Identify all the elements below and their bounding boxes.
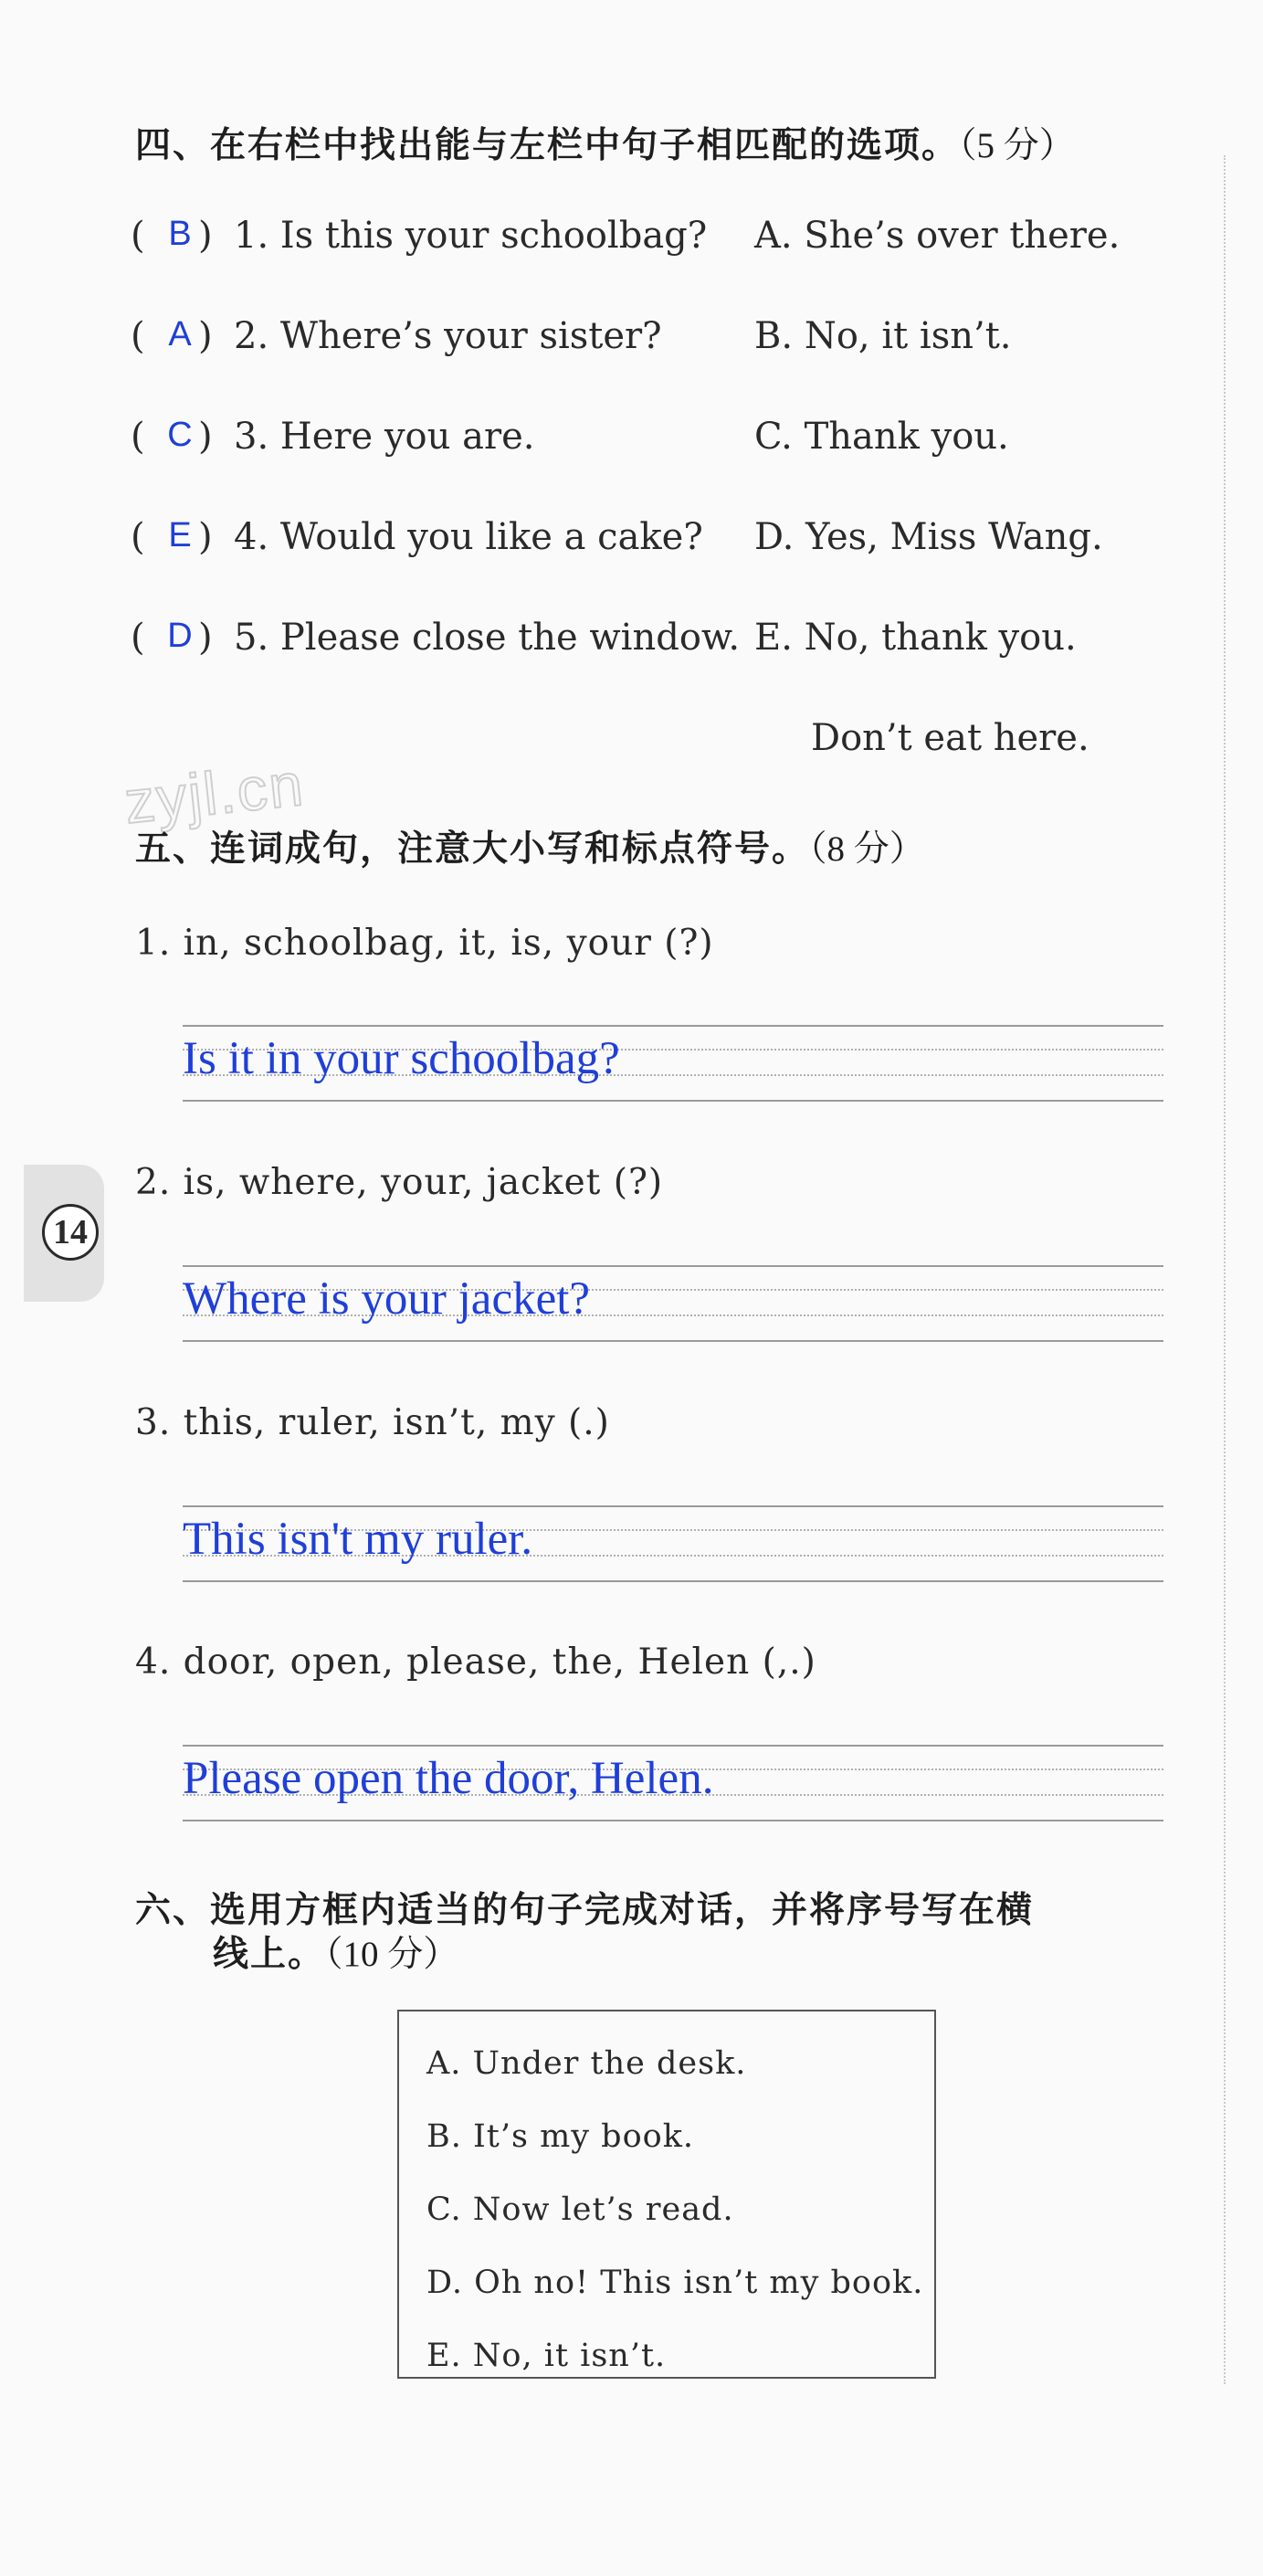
paren-right: ): [198, 215, 213, 257]
match-question: 4. Would you like a cake?: [234, 516, 703, 558]
paren-right: ): [198, 617, 213, 659]
match-option: B. No, it isn’t.: [754, 315, 1012, 357]
reorder-answer: Where is your jacket?: [183, 1273, 591, 1325]
match-option: D. Yes, Miss Wang.: [754, 516, 1103, 558]
section5-points: （8 分）: [809, 829, 925, 869]
box-sentence: B. It’s my book.: [426, 2118, 695, 2155]
box-sentence: D. Oh no! This isn’t my book.: [426, 2265, 924, 2301]
reorder-answer: Is it in your schoolbag?: [183, 1033, 620, 1084]
sentence-box: [397, 2010, 936, 2379]
match-answer: C: [167, 416, 193, 454]
match-question: 2. Where’s your sister?: [234, 315, 662, 357]
match-option-extra: Don’t eat here.: [811, 717, 1089, 759]
paren-left: (: [131, 516, 145, 558]
paren-left: (: [131, 617, 145, 659]
reorder-prompt: 1. in, schoolbag, it, is, your (?): [135, 923, 714, 964]
box-sentence: C. Now let’s read.: [426, 2191, 734, 2228]
paren-right: ): [198, 516, 213, 558]
watermark: zyjl.cn: [121, 749, 308, 837]
section5-title: 五、连词成句，注意大小写和标点符号。: [135, 829, 810, 870]
match-question: 5. Please close the window.: [234, 617, 741, 659]
paren-left: (: [131, 315, 145, 357]
section4-heading: [135, 117, 1075, 168]
match-answer: B: [168, 215, 192, 253]
paren-right: ): [198, 315, 213, 357]
section6-title-cont: 线上。: [213, 1934, 326, 1975]
reorder-prompt: 3. this, ruler, isn’t, my (.): [135, 1402, 610, 1443]
section5-heading: [135, 820, 925, 871]
match-option: A. She’s over there.: [754, 215, 1121, 257]
paren-right: ): [198, 416, 213, 458]
section4-points: （5 分）: [959, 126, 1075, 165]
paren-left: (: [131, 215, 145, 257]
match-question: 3. Here you are.: [234, 416, 535, 458]
match-question: 1. Is this your schoolbag?: [234, 215, 708, 257]
match-option: C. Thank you.: [754, 416, 1009, 458]
section4-title: 四、在右栏中找出能与左栏中句子相匹配的选项。: [135, 125, 960, 166]
reorder-answer: This isn't my ruler.: [183, 1514, 533, 1565]
reorder-prompt: 4. door, open, please, the, Helen (,.): [135, 1642, 816, 1683]
paren-left: (: [131, 416, 145, 458]
section6-title: 六、选用方框内适当的句子完成对话，并将序号写在横: [135, 1890, 1035, 1931]
match-answer: A: [168, 315, 192, 354]
box-sentence: E. No, it isn’t.: [426, 2338, 667, 2374]
page-edge-dotted-line: [1224, 155, 1226, 2384]
section6-points: （10 分）: [325, 1935, 459, 1974]
box-sentence: A. Under the desk.: [426, 2045, 747, 2082]
section6-heading-line2: [213, 1926, 458, 1977]
reorder-prompt: 2. is, where, your, jacket (?): [135, 1162, 664, 1203]
page-number: 14: [42, 1204, 99, 1261]
match-answer: E: [168, 516, 192, 554]
match-answer: D: [167, 617, 193, 655]
reorder-answer: Please open the door, Helen.: [183, 1753, 714, 1804]
match-option: E. No, thank you.: [754, 617, 1077, 659]
